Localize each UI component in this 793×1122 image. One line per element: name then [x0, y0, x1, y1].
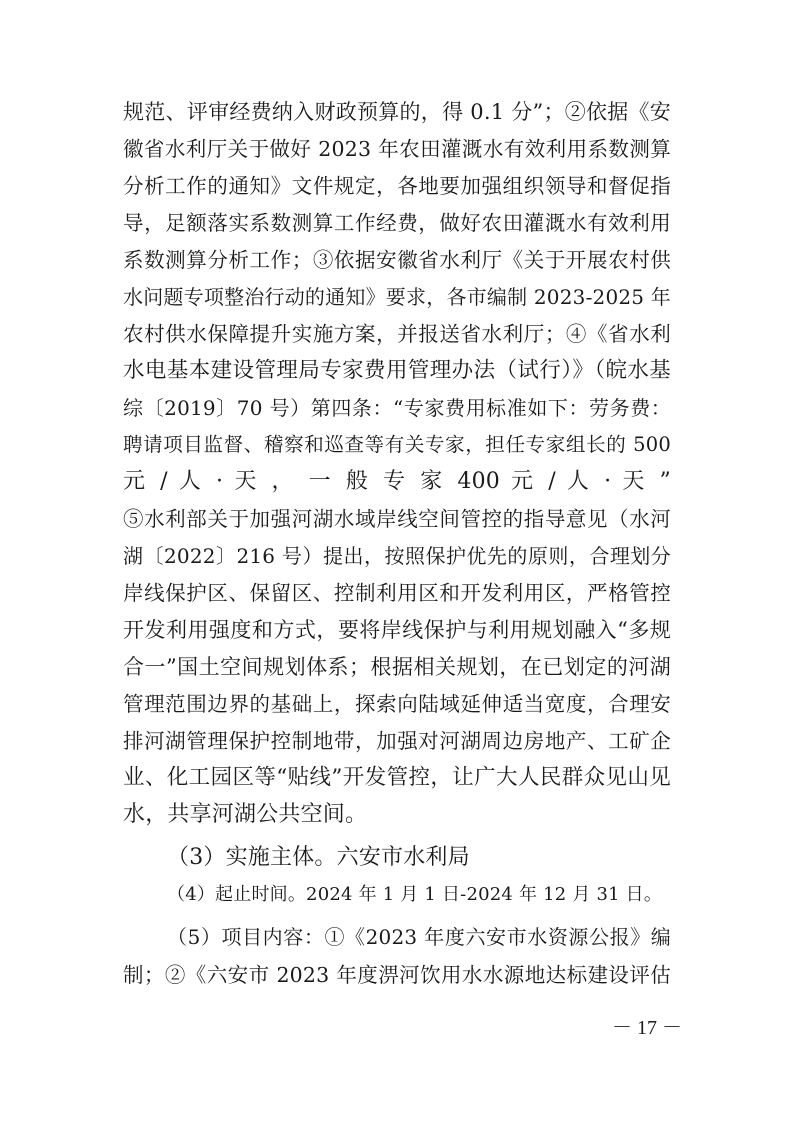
- paragraph-line: 聘请项目监督、稽察和巡查等有关专家，担任专家组长的 500: [123, 433, 671, 456]
- paragraph-line: 系数测算分析工作；③依据安徽省水利厅《关于开展农村供: [123, 248, 671, 272]
- paragraph-line: 排河湖管理保护控制地带，加强对河湖周边房地产、工矿企: [123, 729, 671, 753]
- paragraph-line: 导，足额落实系数测算工作经费，做好农田灌溉水有效利用: [123, 211, 671, 235]
- paragraph-line: 开发利用强度和方式，要将岸线保护与利用规划融入“多规: [123, 618, 671, 642]
- paragraph-line: 元 / 人 · 天 ， 一 般 专 家 400 元 / 人 · 天 ”: [123, 469, 671, 494]
- paragraph-line: 农村供水保障提升实施方案，并报送省水利厅；④《省水利: [123, 322, 671, 346]
- paragraph-line: 业、化工园区等“贴线”开发管控，让广大人民群众见山见: [123, 765, 671, 790]
- paragraph-line: 综〔2019〕70 号）第四条：“专家费用标准如下：劳务费：: [123, 396, 671, 420]
- paragraph-line: 合一”国土空间规划体系；根据相关规划，在已划定的河湖: [123, 655, 671, 679]
- paragraph-line: 分析工作的通知》文件规定，各地要加强组织领导和督促指: [123, 174, 671, 198]
- paragraph-line: 水电基本建设管理局专家费用管理办法（试行）》（皖水基: [123, 358, 671, 383]
- paragraph-line: 规范、评审经费纳入财政预算的，得 0.1 分”；②依据《安: [123, 100, 671, 124]
- paragraph-line: 岸线保护区、保留区、控制利用区和开发利用区，严格管控: [123, 581, 671, 605]
- paragraph-line: 水，共享河湖公共空间。: [123, 802, 368, 827]
- page-number: － 17 －: [612, 1017, 682, 1039]
- section-item-implementer: （3）实施主体。六安市水利局: [167, 845, 470, 870]
- paragraph-line: 湖〔2022〕216 号）提出，按照保护优先的原则，合理划分: [123, 544, 671, 568]
- paragraph-line: 制；②《六安市 2023 年度淠河饮用水水源地达标建设评估: [123, 963, 671, 987]
- section-item-content: （5）项目内容：①《2023 年度六安市水资源公报》编: [167, 925, 671, 949]
- paragraph-line: 水问题专项整治行动的通知》要求，各市编制 2023-2025 年: [123, 285, 671, 309]
- section-item-period: （4）起止时间。2024 年 1 月 1 日-2024 年 12 月 31 日。: [167, 884, 663, 905]
- paragraph-line: 徽省水利厅关于做好 2023 年农田灌溉水有效利用系数测算: [123, 137, 671, 161]
- paragraph-line: 管理范围边界的基础上，探索向陆域延伸适当宽度，合理安: [123, 692, 671, 716]
- paragraph-line: ⑤水利部关于加强河湖水域岸线空间管控的指导意见（水河: [123, 507, 671, 531]
